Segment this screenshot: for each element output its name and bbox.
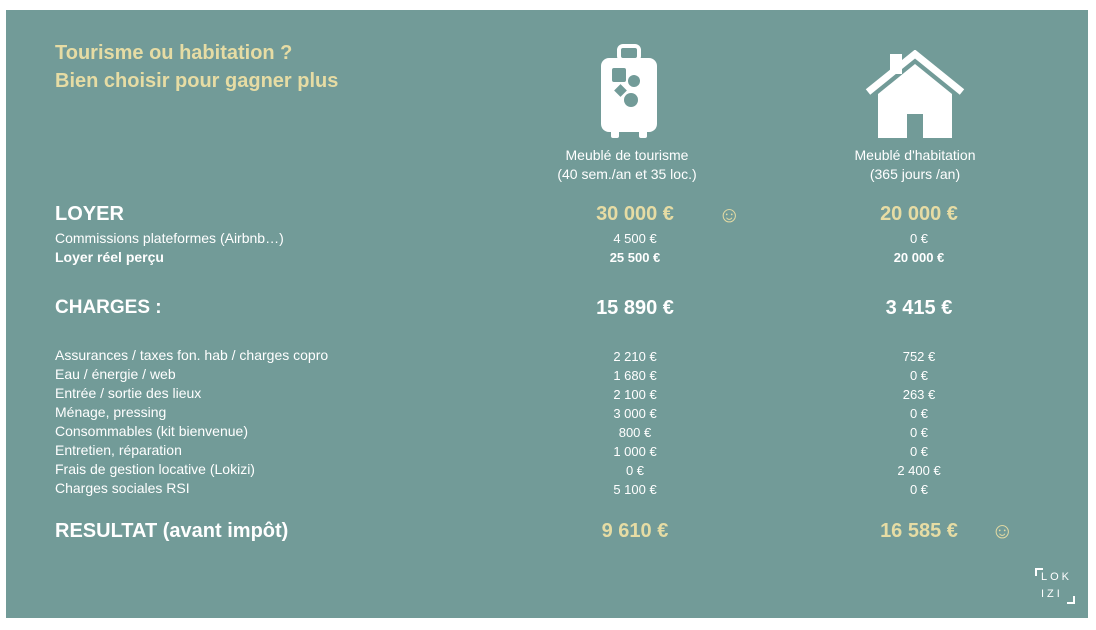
logo-line-1: LOK [1041,571,1073,583]
smiley-icon: ☺ [718,202,741,227]
col-housing-header [815,146,1015,184]
charge-row-label: Eau / énergie / web [55,366,176,382]
charge-row-housing: 2 400 € [897,463,941,478]
lokizi-logo [1035,568,1075,604]
charge-row-housing: 0 € [909,482,929,497]
logo-line-2: IZI [1041,588,1063,600]
logo-corner-bottom-right [1067,596,1075,604]
col-tourism-header [527,146,727,184]
commissions-label: Commissions plateformes (Airbnb…) [55,230,284,246]
charge-row-label: Ménage, pressing [55,404,167,420]
charge-row-tourism: 800 € [618,425,652,440]
col-tourism-title: Meublé de tourisme [565,147,689,163]
commissions-housing: 0 € [909,231,929,246]
charges-label: CHARGES : [55,297,162,318]
loyer-tourism: 30 000 € [596,203,674,225]
charges-housing: 3 415 € [885,297,953,319]
charge-row-label: Entretien, réparation [55,442,182,458]
loyer-reel-tourism: 25 500 € [609,250,661,265]
charge-row-housing: 0 € [909,444,929,459]
charge-row-tourism: 2 100 € [613,387,657,402]
slide [6,10,1088,618]
charge-row-housing: 0 € [909,425,929,440]
charge-row-housing: 752 € [902,349,936,364]
title-line-2: Bien choisir pour gagner plus [55,70,339,92]
resultat-housing: 16 585 € [880,520,958,542]
smiley-icon: ☺ [991,518,1014,543]
loyer-housing: 20 000 € [880,203,958,225]
charge-row-label: Assurances / taxes fon. hab / charges copro [55,347,329,363]
col-tourism-subtitle: (40 sem./an et 35 loc.) [557,166,697,182]
suitcase-icon [600,44,658,140]
col-housing-subtitle: (365 jours /an) [869,166,961,182]
charge-row-tourism: 5 100 € [613,482,657,497]
loyer-label: LOYER [55,203,124,225]
charge-row-housing: 0 € [909,406,929,421]
resultat-label: RESULTAT (avant impôt) [55,520,289,542]
charge-row-tourism: 2 210 € [613,349,657,364]
charge-row-label: Consommables (kit bienvenue) [55,423,248,439]
loyer-reel-label: Loyer réel perçu [55,249,164,265]
charge-row-tourism: 1 000 € [613,444,657,459]
loyer-reel-housing: 20 000 € [893,250,945,265]
title-line-1: Tourisme ou habitation ? [55,42,293,64]
charge-row-label: Charges sociales RSI [55,480,190,496]
charge-row-tourism: 0 € [625,463,645,478]
charge-row-tourism: 3 000 € [613,406,657,421]
col-housing-title: Meublé d'habitation [854,147,976,163]
house-icon [864,50,966,140]
charge-row-housing: 0 € [909,368,929,383]
commissions-tourism: 4 500 € [613,231,657,246]
resultat-tourism: 9 610 € [601,520,669,542]
charge-row-label: Frais de gestion locative (Lokizi) [55,461,255,477]
charge-row-label: Entrée / sortie des lieux [55,385,202,401]
charges-tourism: 15 890 € [596,297,674,319]
charge-row-housing: 263 € [902,387,936,402]
charge-row-tourism: 1 680 € [613,368,657,383]
